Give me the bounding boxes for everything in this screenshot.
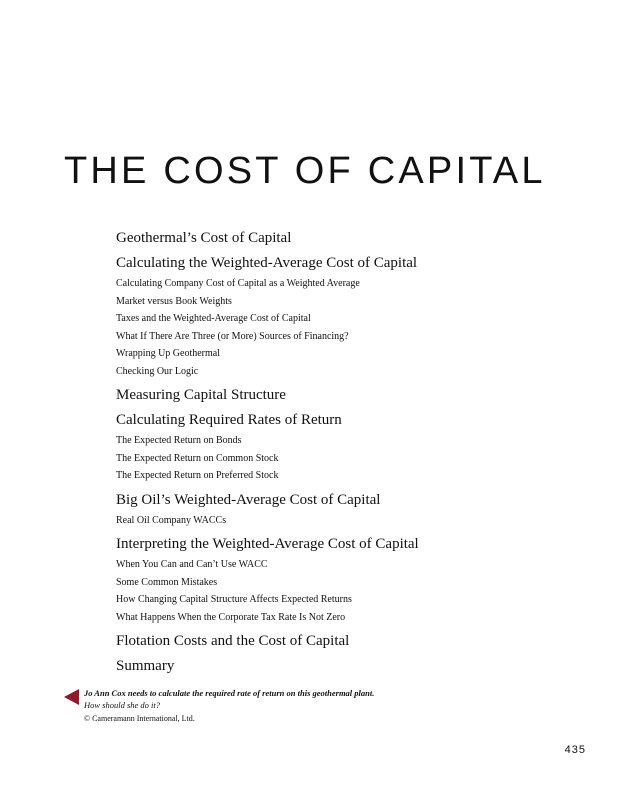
toc-section-title: Calculating Required Rates of Return (116, 412, 342, 428)
toc-section-title: Big Oil’s Weighted-Average Cost of Capital (116, 491, 381, 508)
toc-subsection-title: What If There Are Three (or More) Sources of Financing? (116, 330, 349, 342)
chapter-title: THE COST OF CAPITAL (64, 150, 546, 192)
toc-subsection-title: Some Common Mistakes (116, 576, 218, 588)
toc-subsection-title: The Expected Return on Common Stock (116, 452, 279, 464)
toc-subsection-title: The Expected Return on Bonds (116, 435, 242, 446)
photo-caption (84, 687, 374, 725)
toc-section-title: Flotation Costs and the Cost of Capital (116, 633, 350, 649)
toc-subsection-title: Market versus Book Weights (116, 295, 232, 307)
toc-subsection-title: When You Can and Can’t Use WACC (116, 559, 268, 570)
caption-line-2: How should she do it? (84, 700, 161, 710)
toc-section-title: Interpreting the Weighted-Average Cost of Capital (116, 536, 419, 552)
toc-subsection-title: Real Oil Company WACCs (116, 514, 227, 526)
toc-section-title: Geothermal’s Cost of Capital (116, 230, 292, 246)
toc-section-title: Summary (116, 658, 175, 674)
toc-section-title: Measuring Capital Structure (116, 387, 286, 403)
caption-line-1: Jo Ann Cox needs to calculate the required rate of return on this geothermal plant. (84, 688, 375, 698)
toc-subsection-title: Calculating Company Cost of Capital as a Weighted Average (116, 278, 360, 289)
toc-section-title: Calculating the Weighted-Average Cost of Capital (116, 255, 418, 271)
table-of-contents (116, 228, 576, 676)
caption-pointer-icon (64, 689, 79, 705)
toc-subsection-title: Taxes and the Weighted-Average Cost of Capital (116, 313, 311, 324)
toc-subsection-title: The Expected Return on Preferred Stock (116, 470, 279, 481)
photo-credit: © Cameramann International, Ltd. (84, 714, 195, 723)
page-number: 435 (564, 744, 586, 756)
toc-subsection-title: What Happens When the Corporate Tax Rate Is Not Zero (116, 611, 346, 623)
toc-subsection-title: How Changing Capital Structure Affects Expected Returns (116, 594, 352, 605)
toc-subsection-title: Wrapping Up Geothermal (116, 348, 221, 359)
toc-subsection-title: Checking Our Logic (116, 365, 199, 377)
